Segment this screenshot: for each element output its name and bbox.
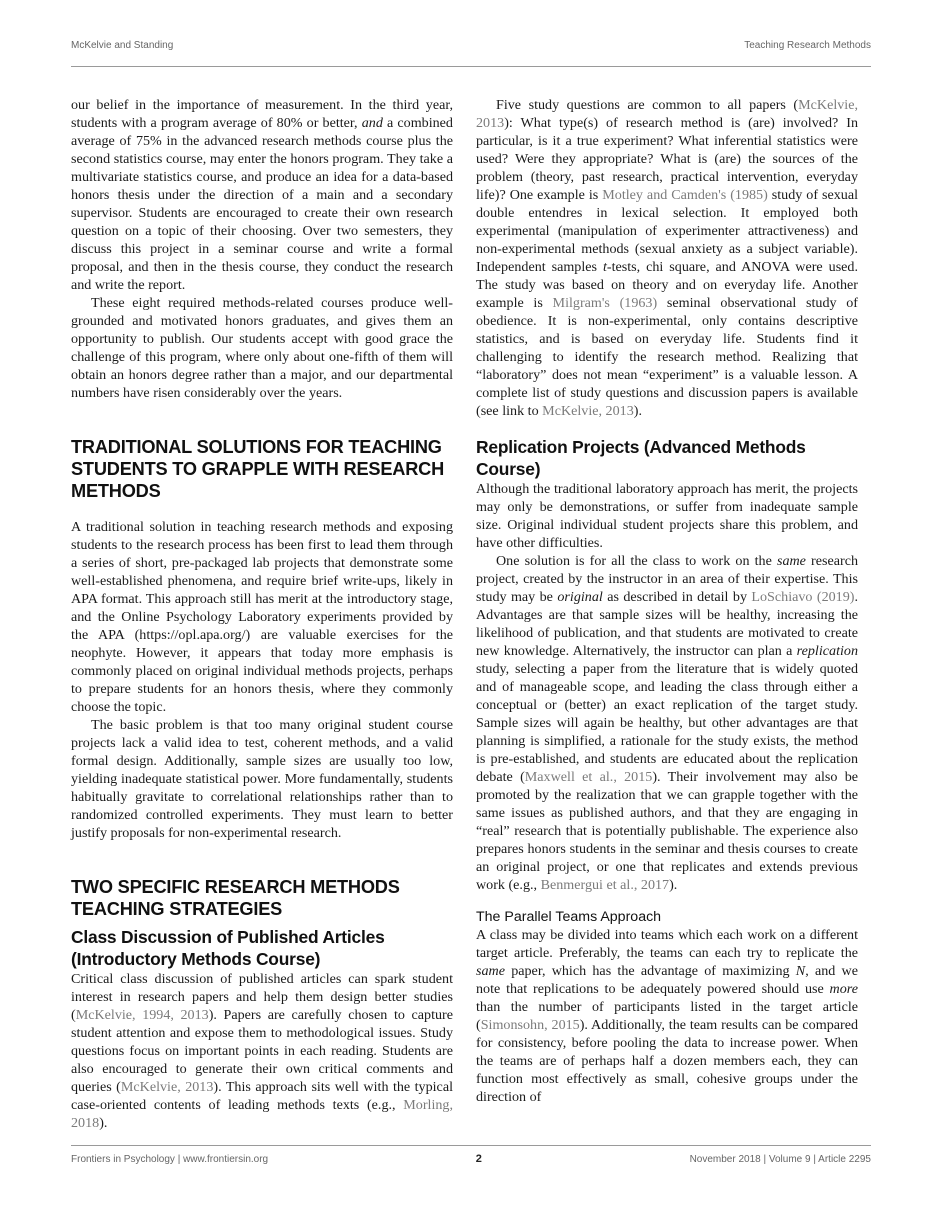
citation-link[interactable]: Simonsohn, 2015 (480, 1017, 580, 1033)
citation-link[interactable]: Maxwell et al., 2015 (524, 769, 653, 785)
paragraph: Critical class discussion of published articles can spark student interest in research papers and help them design better studies (McKelvie, 1994, 2013). Papers are carefully chosen to capture student attention and expose them to methodological issues. Study questions focus on important points in each reading. Students are also encouraged to generate their own critical comments and queries (McKelvie, 2013). This approach sits well with the typical case-oriented contents of leading methods texts (e.g., Morling, 2018). (71, 971, 453, 1131)
citation-link[interactable]: Milgram's (1963) (552, 295, 658, 311)
subsection-heading: Replication Projects (Advanced Methods Course) (476, 437, 806, 479)
page-number: 2 (475, 1153, 482, 1165)
footer-rule (71, 1145, 871, 1146)
paragraph: our belief in the importance of measurement. In the third year, students with a program average of 80% or better, and a combined average of 75% in the advanced research methods course plus the second statistics course, may enter the honors program. They take a multivariate statistics course, and produce an idea for a data-based honors thesis under the direction of a main and a secondary supervisor. Students are encouraged to create their own research question on a topic of their choosing. Over two semesters, they discuss this project in a seminar course and write a formal proposal, and then in the thesis course, they conduct the research and write the report. (71, 97, 453, 293)
citation-link[interactable]: Morling, 2018 (71, 1097, 453, 1131)
paragraph: One solution is for all the class to work on the same research project, created by the instructor in an area of their expertise. This study may be original as described in detail by LoSchiavo (2019). Advantages are that sample sizes will be healthy, increasing the likelihood of publication, and that students are motivated to create new knowledge. Alternatively, the instructor can plan a replication study, selecting a paper from the literature that is widely quoted and of manageable scope, and leading the class through either a conceptual or (better) an exact replication of the target study. Sample sizes will again be healthy, but other advantages are that planning is simplified, a rationale for the study exists, the method is pre-established, and students are educated about the replication debate (Maxwell et al., 2015). Their involvement may also be promoted by the realization that we can grapple together with the same issues as published authors, and that they are engaging in “real” research that is potentially publishable. The experience also prepares honors students in the seminar and thesis courses to create an original project, or one that replicates and extends previous work (e.g., Benmergui et al., 2017). (476, 553, 858, 893)
paragraph: These eight required methods-related courses produce well-grounded and motivated honors graduates, and gives them an opportunity to publish. Our students accept with good grace the challenge of this program, where only about one-fifth of them will obtain an honors degree rather than a major, and our departmental numbers have risen considerably over the years. (71, 295, 453, 401)
citation-link[interactable]: Motley and Camden's (1985) (602, 187, 768, 203)
citation-link[interactable]: McKelvie, 2013 (542, 403, 634, 419)
citation-link[interactable]: McKelvie, 2013 (476, 97, 858, 131)
citation-link[interactable]: McKelvie, 1994, 2013 (75, 1007, 209, 1023)
left-column (71, 96, 453, 1132)
paragraph: Although the traditional laboratory approach has merit, the projects may only be demonstrations, or suffer from inadequate sample size. Original individual student projects share this problem, and have other difficulties. (476, 481, 858, 551)
paragraph: A class may be divided into teams which each work on a different target article. Preferably, the teams can each try to replicate the same paper, which has the advantage of maximizing N, and we note that replications to be adequately powered should use more than the number of participants listed in the target article (Simonsohn, 2015). Additionally, the team results can be compared for consistency, before pooling the data to increase power. When the teams are of perhaps half a dozen members each, they can function most effectively as small, cohesive groups under the direction of (476, 927, 858, 1105)
running-head (71, 40, 871, 51)
footer-journal: Frontiers in Psychology | www.frontiersin.org (71, 1153, 269, 1165)
section-heading: TWO SPECIFIC RESEARCH METHODS TEACHING STRATEGIES (71, 877, 400, 919)
paragraph: A traditional solution in teaching research methods and exposing students to the research process has been first to lead them through a series of short, pre-packaged lab projects that demonstrate some well-established phenomena, and require brief write-ups, likely in APA format. This approach still has merit at the introductory stage, and the Online Psychology Laboratory experiments provided by the APA (https://opl.apa.org/) are valuable exercises for the neophyte. However, it appears that today more emphasis is commonly placed on original individual methods projects, perhaps to prepare students for an honors thesis, where they commonly choose the topic. (71, 519, 453, 715)
citation-link[interactable]: LoSchiavo (2019) (751, 589, 855, 605)
citation-link[interactable]: Benmergui et al., 2017 (540, 877, 670, 893)
section-heading: TRADITIONAL SOLUTIONS FOR TEACHING STUDENTS TO GRAPPLE WITH RESEARCH METHODS (71, 437, 445, 501)
paragraph: Five study questions are common to all papers (McKelvie, 2013): What type(s) of research method is (are) involved? In particular, is it a true experiment? What inferential statistics were used? Were they appropriate? What is (are) the sources of the problem (theory, past research, practical intervention, everyday life)? One example is Motley and Camden's (1985) study of sexual double entendres in lexical selection. It employed both experimental (manipulation of experimenter attractiveness) and non-experimental methods (sexual anxiety as a subject variable). Independent samples t-tests, chi square, and ANOVA were used. The study was based on theory and on everyday life. Another example is Milgram's (1963) seminal observational study of obedience. It is non-experimental, only contains descriptive statistics, and is based on everyday life. Students find it challenging to identify the research method. Realizing that “laboratory” does not mean “experiment” is a valuable lesson. A complete list of study questions and discussion papers is available (see link to McKelvie, 2013). (476, 97, 859, 419)
footer-issue: November 2018 | Volume 9 | Article 2295 (689, 1153, 871, 1165)
header-rule (71, 66, 871, 67)
subsection-heading: Class Discussion of Published Articles (Introductory Methods Course) (71, 927, 385, 969)
running-head-authors: McKelvie and Standing (71, 40, 174, 51)
running-head-title: Teaching Research Methods (744, 40, 871, 51)
subsubsection-heading: The Parallel Teams Approach (476, 909, 662, 925)
footer (71, 1153, 871, 1165)
paragraph: The basic problem is that too many original student course projects lack a valid idea to test, coherent methods, and a valid formal design. Additionally, sample sizes are usually too low, yielding inadequate statistical power. More fundamentally, students habitually gravitate to correlational relationships rather than to randomized controlled experiments. They must learn to better justify proposals for non-experimental research. (71, 717, 453, 841)
citation-link[interactable]: McKelvie, 2013 (120, 1079, 214, 1095)
right-column (476, 96, 858, 1106)
